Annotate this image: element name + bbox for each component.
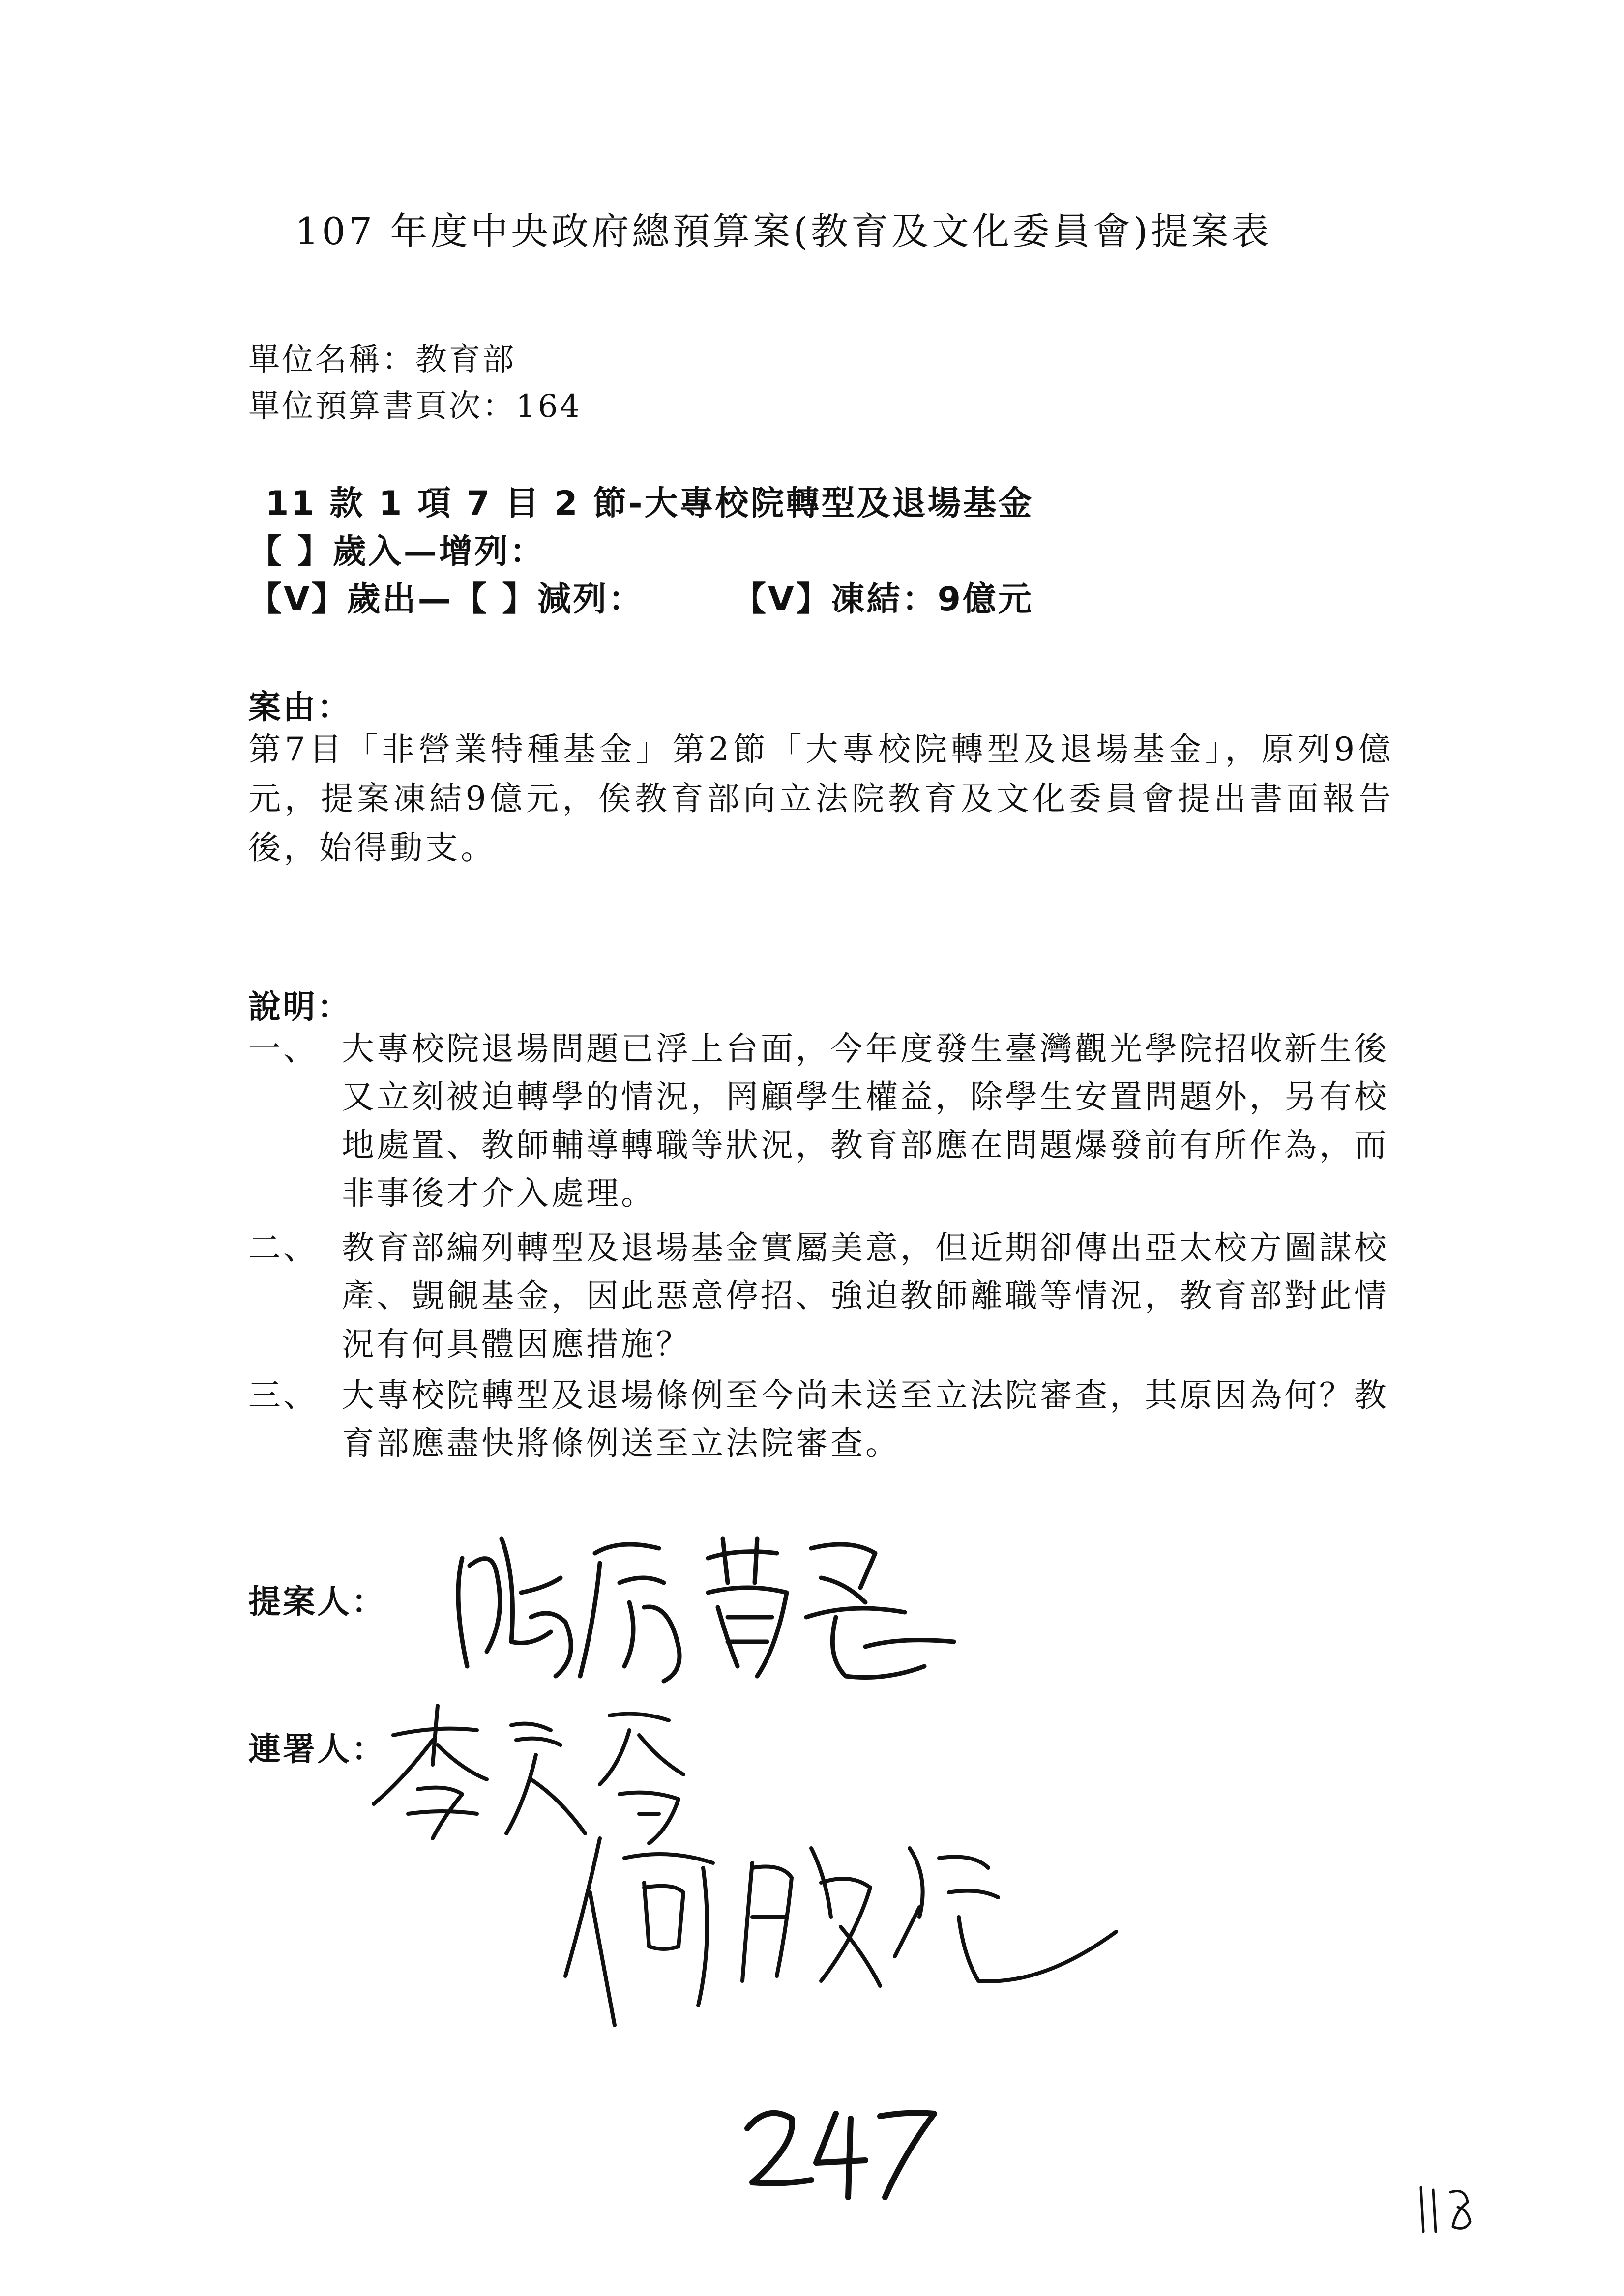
- item-number: 二、: [248, 1229, 318, 1267]
- unit-name: 單位名稱：教育部: [248, 342, 516, 378]
- document-title: 107 年度中央政府總預算案(教育及文化委員會)提案表: [295, 209, 1272, 253]
- side-mark: [1411, 2182, 1480, 2237]
- explanation-item-2: [248, 1224, 1394, 1368]
- proposer-signature: [433, 1519, 1013, 1696]
- explanation-item-1: [248, 1025, 1394, 1218]
- item-number: 一、: [248, 1030, 318, 1068]
- reason-text: 第7目「非營業特種基金」第2節「大專校院轉型及退場基金」，原列9億元，提案凍結9億元，俟教育部向立法院教育及文化委員會提出書面報告後，始得動支。: [248, 730, 1394, 867]
- handwritten-page-number: [738, 2099, 944, 2202]
- item-text: 教育部編列轉型及退場基金實屬美意，但近期卻傳出亞太校方圖謀校產、覬覦基金，因此惡意停招、強迫教師離職等情況，教育部對此情況有何具體因應措施？: [342, 1229, 1389, 1363]
- explanation-item-3: [248, 1371, 1394, 1468]
- cosigner-label: 連署人：: [248, 1730, 386, 1768]
- proposer-label: 提案人：: [248, 1583, 386, 1621]
- budget-section: 11 款 1 項 7 目 2 節-大專校院轉型及退場基金: [266, 484, 1034, 523]
- expense-line: 【V】歲出—【 】減列：: [248, 580, 644, 619]
- item-text: 大專校院轉型及退場條例至今尚未送至立法院審查，其原因為何？教育部應盡快將條例送至立法院審查。: [342, 1376, 1389, 1462]
- unit-budget-page: 單位預算書頁次：164: [248, 388, 582, 425]
- cosigner-signature-2: [556, 1819, 1136, 2040]
- item-text: 大專校院退場問題已浮上台面，今年度發生臺灣觀光學院招收新生後又立刻被迫轉學的情況，罔顧學生權益，除學生安置問題外，另有校地處置、教師輔導轉職等狀況，教育部應在問題爆發前有所作為，而非事後才介入處理。: [342, 1030, 1389, 1212]
- explanation-label: 說明：: [248, 988, 352, 1026]
- item-number: 三、: [248, 1376, 318, 1414]
- revenue-line: 【 】歲入—增列：: [248, 532, 545, 571]
- freeze-line: 【V】凍結：9億元: [733, 580, 1033, 619]
- reason-label: 案由：: [248, 688, 352, 726]
